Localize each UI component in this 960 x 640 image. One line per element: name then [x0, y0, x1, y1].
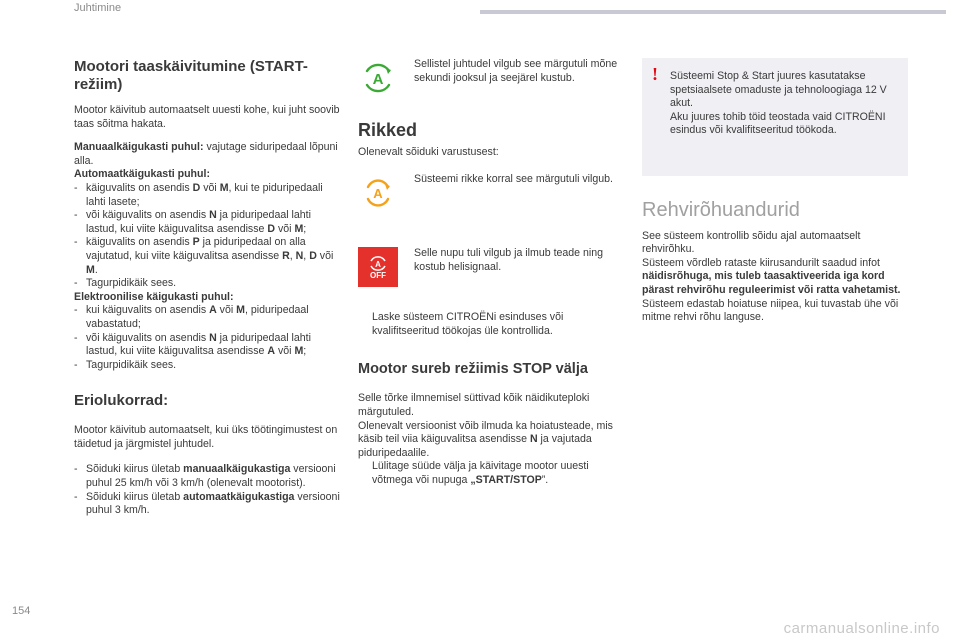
restart-title-line1: Mootori taaskäivitumine (START- [74, 58, 308, 75]
column-3 [642, 58, 908, 335]
dealer-check-advice: Laske süsteem CITROËNi esinduses või kvalifitseeritud töökojas üle kontrollida. [372, 311, 564, 337]
special-case-item: - Sõiduki kiirus ületab automaatkäigukastiga versiooni puhul 3 km/h. [74, 490, 340, 517]
elec_items-item: - kui käiguvalits on asendis A või M, piduripedaal vabastatud; [74, 304, 309, 330]
battery-warning-box [642, 58, 908, 176]
header-bar [480, 10, 946, 14]
svg-text:A: A [373, 186, 383, 202]
elec-list [74, 304, 342, 372]
section-header: Juhtimine [74, 2, 122, 14]
auto_items-item: - käiguvalits on asendis P ja piduripedaal on alla vajutatud, kui viite käiguvalitsa asendisse R, N, D või M. [74, 236, 334, 276]
auto_items-item: - Tagurpidikäik sees. [74, 277, 177, 290]
manual-paragraph [74, 141, 342, 168]
elec_items-item: - või käiguvalits on asendis N ja piduripedaal lahti lastud, kui viite käiguvalitsa asendisse A või M; [74, 331, 311, 358]
svg-text:A: A [375, 259, 381, 269]
stop-start-green-indicator-icon [358, 58, 398, 98]
warning-exclamation-icon: ! [652, 64, 658, 84]
auto_items-item: - käiguvalits on asendis D või M, kui te piduripedaali lahti lasete; [74, 181, 323, 208]
auto-label: Automaatkäigukasti puhul: [74, 168, 210, 181]
auto-list [74, 182, 342, 291]
engine-stall-instruction: Lülitage süüde välja ja käivitage mootor uuesti võtmega või nupuga „START/STOP”. [372, 460, 589, 486]
faults-title: Rikked [358, 120, 418, 140]
auto-stop-indicator-text: Sellistel juhtudel vilgub see märgutuli mõne sekundi jooksul ja seejärel kustub. [414, 58, 618, 84]
special-case-item: - Sõiduki kiirus ületab manuaalkäigukastiga versiooni puhul 25 km/h või 3 km/h (olenevalt mootorist). [74, 463, 336, 490]
fault-indicator-text: Süsteemi rikke korral see märgutuli vilgub. [414, 173, 614, 186]
faults-intro: Olenevalt sõiduki varustusest: [358, 145, 499, 158]
watermark: carmanualsonline.info [783, 620, 940, 637]
stop-start-orange-indicator-icon [358, 173, 398, 213]
tyre-p3: Süsteem edastab hoiatuse niipea, kui tuvastab ühe või mitme rehvi rõhu languse. [642, 297, 899, 324]
engine-stall-title: Mootor sureb režiimis STOP välja [358, 361, 588, 378]
fault-indicator-row [358, 173, 626, 213]
auto-stop-indicator-row [358, 58, 626, 98]
page-number: 154 [12, 605, 31, 617]
svg-text:A: A [372, 71, 384, 88]
restart-intro: Mootor käivitub automaatselt uuesti kohe, kui juht soovib taas sõitma hakata. [74, 104, 340, 130]
tyre-p1: See süsteem kontrollib sõidu ajal automaatselt rehvirõhku. [642, 229, 861, 256]
engine-stall-p1: Selle tõrke ilmnemisel süttivad kõik näidikuteploki märgutuled. [358, 392, 590, 418]
tyre-sensors-title: Rehvirõhuandurid [642, 199, 800, 221]
auto_items-item: - või käiguvalits on asendis N ja piduripedaal lahti lastud, kui viite käiguvalitsa asendisse D või M; [74, 209, 311, 235]
stop-start-off-button-icon [358, 247, 398, 287]
restart-title [74, 58, 342, 94]
engine-stall-p2: Olenevalt versioonist võib ilmuda ka hoiatusteade, mis käsib teil viia käiguvalitsa asendisse N ja vajutada piduripedaalile. [358, 419, 613, 459]
column-2 [358, 58, 626, 488]
off-button-text: Selle nupu tuli vilgub ja ilmub teade ning kostub helisignaal. [414, 247, 604, 273]
manual-label: Manuaalkäigukasti puhul: [74, 141, 204, 154]
battery-warning-text: Süsteemi Stop & Start juures kasutatakse spetsiaalsete omaduste ja tehnoloogiaga 12 V akut. Aku juures tohib töid teostada vaid CITROËNI esindus või kvalifitseeritud töökoda. [670, 70, 887, 137]
tyre-p2: Süsteem võrdleb rataste kiirusandurilt saadud infot näidisrõhuga, mis tuleb taasaktiveerida iga kord pärast rehvirõhu reguleerimist või ratta vahetamist. [642, 256, 901, 296]
special-cases-title: Eriolukorrad: [74, 392, 169, 410]
manual-text: vajutage siduripedaal lõpuni alla. [74, 141, 338, 167]
elec-label: Elektroonilise käigukasti puhul: [74, 290, 234, 303]
column-1 [74, 58, 342, 518]
elec_items-item: - Tagurpidikäik sees. [74, 358, 177, 371]
off-label: OFF [370, 270, 386, 280]
restart-title-line2: režiim) [74, 76, 123, 93]
off-button-row [358, 247, 626, 287]
special-cases-intro: Mootor käivitub automaatselt, kui üks töötingimustest on täidetud ja järgmistel juhtudel. [74, 424, 338, 450]
